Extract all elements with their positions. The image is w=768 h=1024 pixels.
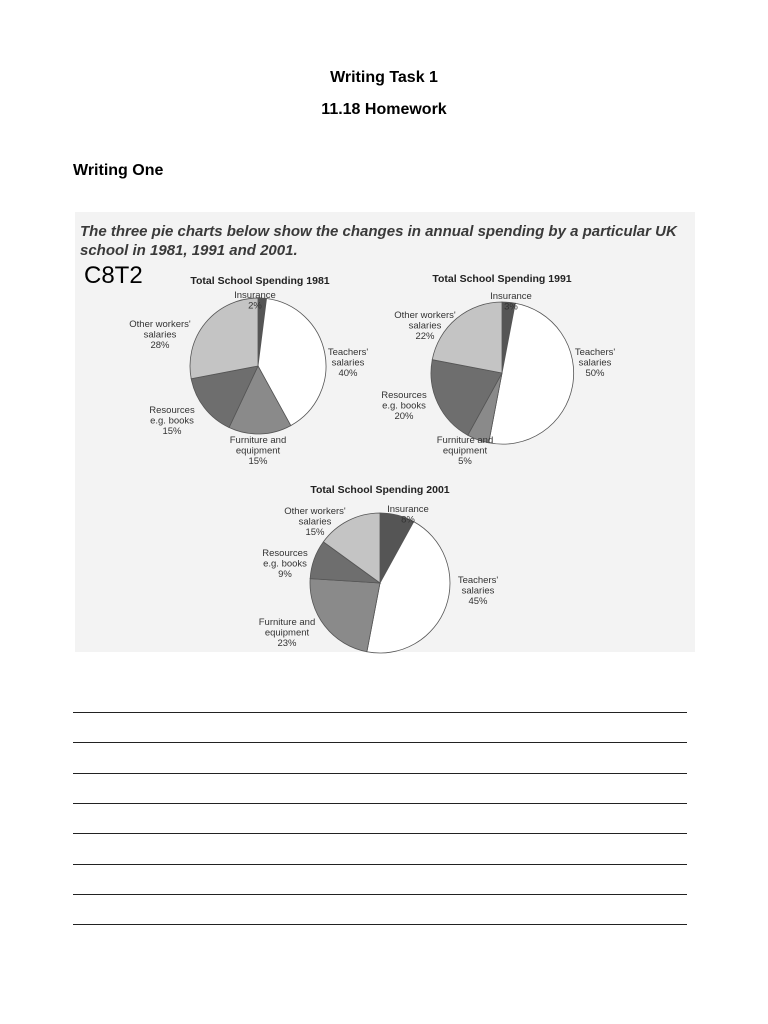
figure-prompt: The three pie charts below show the changes in annual spending by a particular UK school in 1981, 1991 and 2001. <box>80 223 677 259</box>
slice-label: Furniture and equipment 23% <box>258 617 316 649</box>
slice-label: Insurance 3% <box>490 291 532 313</box>
slice-label: Insurance 2% <box>234 290 276 312</box>
slice-label: Resources e.g. books 15% <box>149 405 195 437</box>
slice-label: Other workers' salaries 15% <box>284 506 346 538</box>
slice-label: Furniture and equipment 5% <box>436 435 494 467</box>
answer-line[interactable] <box>73 773 687 774</box>
answer-line[interactable] <box>73 712 687 713</box>
answer-line[interactable] <box>73 864 687 865</box>
slice-label: Teachers' salaries 50% <box>574 347 616 379</box>
slice-label: Insurance 8% <box>387 504 429 526</box>
slice-label: Furniture and equipment 15% <box>229 435 287 467</box>
pie-chart-3 <box>259 484 499 653</box>
figure-code: C8T2 <box>84 262 143 289</box>
answer-line[interactable] <box>73 924 687 925</box>
pie-chart-1 <box>129 275 368 467</box>
answer-line[interactable] <box>73 894 687 895</box>
answer-line[interactable] <box>73 833 687 834</box>
slice-label: Teachers' salaries 45% <box>457 575 499 607</box>
chart-title: Total School Spending 2001 <box>310 484 450 496</box>
pie-chart-2 <box>381 273 615 467</box>
slice-label: Other workers' salaries 28% <box>129 319 191 351</box>
chart-title: Total School Spending 1981 <box>190 275 330 287</box>
slice-label: Teachers' salaries 40% <box>327 347 369 379</box>
answer-line[interactable] <box>73 742 687 743</box>
slice-label: Other workers' salaries 22% <box>394 310 456 342</box>
slice-label: Resources e.g. books 20% <box>381 390 427 422</box>
page-title: Writing Task 1 <box>330 69 438 86</box>
answer-line[interactable] <box>73 803 687 804</box>
chart-title: Total School Spending 1991 <box>432 273 572 285</box>
slice-label: Resources e.g. books 9% <box>262 548 308 580</box>
section-heading: Writing One <box>73 162 164 179</box>
page-subtitle: 11.18 Homework <box>321 101 447 118</box>
